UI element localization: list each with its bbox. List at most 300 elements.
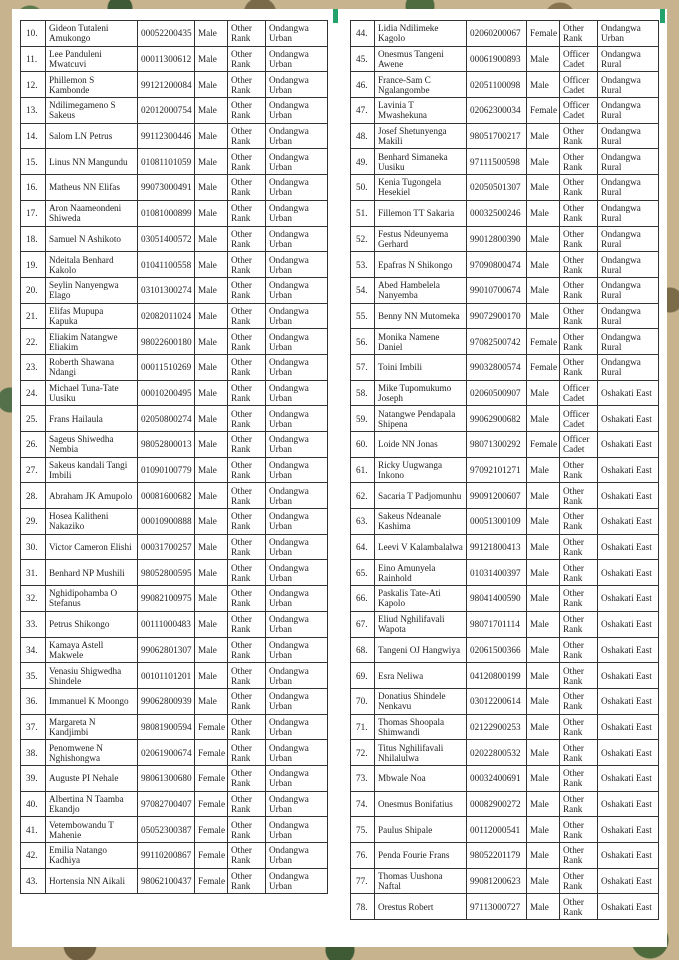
id-number-cell: 00032500246 <box>467 200 527 226</box>
constituency-cell: Ondangwa Rural <box>598 226 659 252</box>
rank-cell: Other Rank <box>560 791 598 817</box>
rank-cell: Other Rank <box>560 509 598 535</box>
id-number-cell: 03101300274 <box>138 277 195 303</box>
row-number-cell: 78. <box>351 894 375 920</box>
row-number-cell: 74. <box>351 791 375 817</box>
constituency-cell: Ondangwa Urban <box>266 637 328 663</box>
gender-cell: Male <box>195 329 228 355</box>
row-number-cell: 54. <box>351 277 375 303</box>
full-name-cell: Onesmus Bonifatius <box>375 791 467 817</box>
constituency-cell: Oshakati East <box>598 560 659 586</box>
gender-cell: Male <box>527 380 560 406</box>
rank-cell: Other Rank <box>228 277 266 303</box>
rank-cell: Other Rank <box>560 868 598 894</box>
full-name-cell: Mbwale Noa <box>375 765 467 791</box>
gender-cell: Male <box>527 740 560 766</box>
constituency-cell: Ondangwa Rural <box>598 175 659 201</box>
full-name-cell: Onesmus Tangeni Awene <box>375 46 467 72</box>
table-row <box>351 175 659 201</box>
row-number-cell: 24. <box>21 380 46 406</box>
rank-cell: Other Rank <box>228 765 266 791</box>
full-name-cell: Kenia Tugongela Hesekiel <box>375 175 467 201</box>
constituency-cell: Ondangwa Rural <box>598 200 659 226</box>
id-number-cell: 99010700674 <box>467 277 527 303</box>
full-name-cell: Emilia Natango Kadhiya <box>46 843 138 869</box>
id-number-cell: 99082100975 <box>138 586 195 612</box>
constituency-cell: Oshakati East <box>598 688 659 714</box>
full-name-cell: Venasiu Shigwedha Shindele <box>46 663 138 689</box>
rank-cell: Other Rank <box>560 457 598 483</box>
table-row <box>21 457 328 483</box>
full-name-cell: Gideon Tutaleni Amukongo <box>46 21 138 47</box>
row-number-cell: 58. <box>351 380 375 406</box>
recruits-table-left <box>20 20 328 894</box>
table-row <box>21 252 328 278</box>
full-name-cell: Frans Hailaula <box>46 406 138 432</box>
table-row <box>21 380 328 406</box>
rank-cell: Other Rank <box>228 354 266 380</box>
full-name-cell: Petrus Shikongo <box>46 611 138 637</box>
rank-cell: Other Rank <box>560 277 598 303</box>
id-number-cell: 98071300292 <box>467 432 527 458</box>
rank-cell: Other Rank <box>560 637 598 663</box>
constituency-cell: Oshakati East <box>598 457 659 483</box>
rank-cell: Other Rank <box>560 21 598 47</box>
row-number-cell: 77. <box>351 868 375 894</box>
id-number-cell: 98081900594 <box>138 714 195 740</box>
rank-cell: Officer Cadet <box>560 46 598 72</box>
gender-cell: Male <box>195 406 228 432</box>
row-number-cell: 16. <box>21 175 46 201</box>
id-number-cell: 99072900170 <box>467 303 527 329</box>
table-row <box>21 534 328 560</box>
full-name-cell: Loide NN Jonas <box>375 432 467 458</box>
table-row <box>21 21 328 47</box>
gender-cell: Male <box>195 688 228 714</box>
table-row <box>351 868 659 894</box>
table-row <box>21 740 328 766</box>
gender-cell: Male <box>527 688 560 714</box>
row-number-cell: 53. <box>351 252 375 278</box>
constituency-cell: Ondangwa Urban <box>266 200 328 226</box>
row-number-cell: 62. <box>351 483 375 509</box>
constituency-cell: Oshakati East <box>598 509 659 535</box>
full-name-cell: Salom LN Petrus <box>46 123 138 149</box>
id-number-cell: 02122900253 <box>467 714 527 740</box>
rank-cell: Other Rank <box>560 740 598 766</box>
full-name-cell: Michael Tuna-Tate Uusiku <box>46 380 138 406</box>
constituency-cell: Ondangwa Urban <box>266 123 328 149</box>
full-name-cell: Victor Cameron Elishi <box>46 534 138 560</box>
full-name-cell: Nghidipohamba O Stefanus <box>46 586 138 612</box>
id-number-cell: 00101101201 <box>138 663 195 689</box>
table-row <box>351 303 659 329</box>
id-number-cell: 99012800390 <box>467 226 527 252</box>
full-name-cell: Margareta N Kandjimbi <box>46 714 138 740</box>
table-row <box>351 483 659 509</box>
row-number-cell: 57. <box>351 354 375 380</box>
rank-cell: Other Rank <box>560 200 598 226</box>
constituency-cell: Oshakati East <box>598 817 659 843</box>
row-number-cell: 72. <box>351 740 375 766</box>
rank-cell: Other Rank <box>560 303 598 329</box>
row-number-cell: 17. <box>21 200 46 226</box>
id-number-cell: 02051100098 <box>467 72 527 98</box>
rank-cell: Other Rank <box>560 586 598 612</box>
constituency-cell: Ondangwa Rural <box>598 46 659 72</box>
rank-cell: Other Rank <box>560 765 598 791</box>
table-row <box>21 843 328 869</box>
gender-cell: Male <box>527 303 560 329</box>
constituency-cell: Ondangwa Urban <box>266 817 328 843</box>
table-row <box>21 354 328 380</box>
gender-cell: Male <box>527 509 560 535</box>
full-name-cell: Monika Namene Daniel <box>375 329 467 355</box>
full-name-cell: Samuel N Ashikoto <box>46 226 138 252</box>
rank-cell: Other Rank <box>560 611 598 637</box>
constituency-cell: Oshakati East <box>598 714 659 740</box>
table-row <box>21 560 328 586</box>
table-row <box>351 72 659 98</box>
id-number-cell: 00031700257 <box>138 534 195 560</box>
table-row <box>21 149 328 175</box>
gender-cell: Male <box>527 46 560 72</box>
constituency-cell: Ondangwa Urban <box>266 843 328 869</box>
rank-cell: Other Rank <box>560 123 598 149</box>
table-row <box>21 277 328 303</box>
id-number-cell: 03012200614 <box>467 688 527 714</box>
constituency-cell: Ondangwa Urban <box>266 149 328 175</box>
gender-cell: Female <box>195 791 228 817</box>
table-row <box>21 123 328 149</box>
gender-cell: Male <box>195 200 228 226</box>
id-number-cell: 02050501307 <box>467 175 527 201</box>
rank-cell: Other Rank <box>228 46 266 72</box>
table-row <box>21 200 328 226</box>
full-name-cell: Natangwe Pendapala Shipena <box>375 406 467 432</box>
id-number-cell: 00011300612 <box>138 46 195 72</box>
full-name-cell: Sakeus Ndeanale Kashima <box>375 509 467 535</box>
table-row <box>21 765 328 791</box>
gender-cell: Male <box>527 406 560 432</box>
table-row <box>21 483 328 509</box>
rank-cell: Other Rank <box>228 98 266 124</box>
gender-cell: Female <box>527 21 560 47</box>
gender-cell: Female <box>527 432 560 458</box>
gender-cell: Female <box>527 354 560 380</box>
constituency-cell: Ondangwa Urban <box>266 586 328 612</box>
rank-cell: Other Rank <box>228 483 266 509</box>
row-number-cell: 29. <box>21 509 46 535</box>
row-number-cell: 76. <box>351 843 375 869</box>
full-name-cell: Benhard Simaneka Uusiku <box>375 149 467 175</box>
gender-cell: Male <box>195 149 228 175</box>
gender-cell: Male <box>527 843 560 869</box>
id-number-cell: 02061500366 <box>467 637 527 663</box>
gender-cell: Male <box>527 457 560 483</box>
gender-cell: Female <box>527 98 560 124</box>
gender-cell: Male <box>527 663 560 689</box>
gender-cell: Male <box>195 534 228 560</box>
id-number-cell: 00010200495 <box>138 380 195 406</box>
constituency-cell: Ondangwa Urban <box>266 457 328 483</box>
id-number-cell: 01090100779 <box>138 457 195 483</box>
rank-cell: Other Rank <box>560 688 598 714</box>
row-number-cell: 75. <box>351 817 375 843</box>
id-number-cell: 01041100558 <box>138 252 195 278</box>
gender-cell: Male <box>195 175 228 201</box>
id-number-cell: 99091200607 <box>467 483 527 509</box>
rank-cell: Other Rank <box>228 534 266 560</box>
table-row <box>351 123 659 149</box>
rank-cell: Other Rank <box>560 714 598 740</box>
table-row <box>351 457 659 483</box>
constituency-cell: Ondangwa Urban <box>266 483 328 509</box>
rank-cell: Other Rank <box>560 252 598 278</box>
id-number-cell: 02050800274 <box>138 406 195 432</box>
gender-cell: Male <box>527 123 560 149</box>
id-number-cell: 97113000727 <box>467 894 527 920</box>
row-number-cell: 66. <box>351 586 375 612</box>
table-row <box>21 432 328 458</box>
table-row <box>21 329 328 355</box>
constituency-cell: Oshakati East <box>598 740 659 766</box>
gender-cell: Male <box>195 611 228 637</box>
id-number-cell: 98071701114 <box>467 611 527 637</box>
row-number-cell: 63. <box>351 509 375 535</box>
full-name-cell: Festus Ndeunyema Gerhard <box>375 226 467 252</box>
gender-cell: Male <box>195 252 228 278</box>
rank-cell: Other Rank <box>228 226 266 252</box>
rank-cell: Other Rank <box>228 740 266 766</box>
table-row <box>351 637 659 663</box>
table-row <box>351 380 659 406</box>
row-number-cell: 64. <box>351 534 375 560</box>
full-name-cell: Auguste PI Nehale <box>46 765 138 791</box>
id-number-cell: 00032400691 <box>467 765 527 791</box>
full-name-cell: Eliakim Natangwe Eliakim <box>46 329 138 355</box>
full-name-cell: Elifas Mupupa Kapuka <box>46 303 138 329</box>
gender-cell: Male <box>527 791 560 817</box>
id-number-cell: 98062100437 <box>138 868 195 894</box>
constituency-cell: Ondangwa Urban <box>266 98 328 124</box>
rank-cell: Other Rank <box>228 380 266 406</box>
table-row <box>21 611 328 637</box>
full-name-cell: France-Sam C Ngalangombe <box>375 72 467 98</box>
rank-cell: Other Rank <box>228 406 266 432</box>
rank-cell: Other Rank <box>228 252 266 278</box>
full-name-cell: Vetembowandu T Mahenie <box>46 817 138 843</box>
table-row <box>21 663 328 689</box>
full-name-cell: Fillemon TT Sakaria <box>375 200 467 226</box>
id-number-cell: 99032800574 <box>467 354 527 380</box>
row-number-cell: 15. <box>21 149 46 175</box>
table-row <box>351 534 659 560</box>
table-row <box>21 406 328 432</box>
gender-cell: Male <box>195 560 228 586</box>
id-number-cell: 97082700407 <box>138 791 195 817</box>
table-row <box>21 637 328 663</box>
rank-cell: Other Rank <box>228 21 266 47</box>
table-row <box>21 98 328 124</box>
id-number-cell: 00082900272 <box>467 791 527 817</box>
id-number-cell: 98051700217 <box>467 123 527 149</box>
table-row <box>21 509 328 535</box>
gender-cell: Female <box>527 329 560 355</box>
rank-cell: Other Rank <box>228 560 266 586</box>
gender-cell: Male <box>195 663 228 689</box>
constituency-cell: Oshakati East <box>598 791 659 817</box>
constituency-cell: Ondangwa Urban <box>266 663 328 689</box>
row-number-cell: 23. <box>21 354 46 380</box>
constituency-cell: Oshakati East <box>598 534 659 560</box>
row-number-cell: 52. <box>351 226 375 252</box>
id-number-cell: 02082011024 <box>138 303 195 329</box>
gender-cell: Male <box>527 637 560 663</box>
id-number-cell: 98052201179 <box>467 843 527 869</box>
id-number-cell: 98052800013 <box>138 432 195 458</box>
row-number-cell: 11. <box>21 46 46 72</box>
full-name-cell: Ndilimegameno S Sakeus <box>46 98 138 124</box>
table-row <box>351 200 659 226</box>
id-number-cell: 03051400572 <box>138 226 195 252</box>
gender-cell: Female <box>195 868 228 894</box>
id-number-cell: 02061900674 <box>138 740 195 766</box>
id-number-cell: 00010900888 <box>138 509 195 535</box>
row-number-cell: 71. <box>351 714 375 740</box>
gender-cell: Male <box>195 46 228 72</box>
full-name-cell: Linus NN Mangundu <box>46 149 138 175</box>
constituency-cell: Oshakati East <box>598 765 659 791</box>
rank-cell: Other Rank <box>228 509 266 535</box>
rank-cell: Other Rank <box>560 560 598 586</box>
constituency-cell: Oshakati East <box>598 637 659 663</box>
full-name-cell: Kamaya Astell Makwele <box>46 637 138 663</box>
rank-cell: Other Rank <box>228 663 266 689</box>
row-number-cell: 67. <box>351 611 375 637</box>
rank-cell: Other Rank <box>228 586 266 612</box>
rank-cell: Other Rank <box>560 175 598 201</box>
table-row <box>351 843 659 869</box>
rank-cell: Other Rank <box>228 843 266 869</box>
constituency-cell: Ondangwa Rural <box>598 98 659 124</box>
rank-cell: Other Rank <box>228 175 266 201</box>
id-number-cell: 99073000491 <box>138 175 195 201</box>
constituency-cell: Ondangwa Urban <box>266 560 328 586</box>
constituency-cell: Oshakati East <box>598 380 659 406</box>
row-number-cell: 22. <box>21 329 46 355</box>
id-number-cell: 00011510269 <box>138 354 195 380</box>
full-name-cell: Orestus Robert <box>375 894 467 920</box>
table-row <box>21 817 328 843</box>
id-number-cell: 00052200435 <box>138 21 195 47</box>
constituency-cell: Ondangwa Urban <box>266 175 328 201</box>
id-number-cell: 00112000541 <box>467 817 527 843</box>
id-number-cell: 01031400397 <box>467 560 527 586</box>
table-row <box>21 868 328 894</box>
full-name-cell: Sacaria T Padjomunhu <box>375 483 467 509</box>
constituency-cell: Oshakati East <box>598 843 659 869</box>
row-number-cell: 73. <box>351 765 375 791</box>
full-name-cell: Esra Neliwa <box>375 663 467 689</box>
row-number-cell: 28. <box>21 483 46 509</box>
row-number-cell: 40. <box>21 791 46 817</box>
table-row <box>351 740 659 766</box>
gender-cell: Male <box>195 637 228 663</box>
rank-cell: Other Rank <box>560 226 598 252</box>
full-name-cell: Lavinia T Mwashekuna <box>375 98 467 124</box>
gender-cell: Male <box>527 714 560 740</box>
gender-cell: Male <box>195 483 228 509</box>
rank-cell: Other Rank <box>560 843 598 869</box>
table-row <box>351 894 659 920</box>
constituency-cell: Oshakati East <box>598 483 659 509</box>
id-number-cell: 99110200867 <box>138 843 195 869</box>
gender-cell: Male <box>195 277 228 303</box>
constituency-cell: Ondangwa Urban <box>266 868 328 894</box>
constituency-cell: Ondangwa Rural <box>598 303 659 329</box>
table-row <box>21 714 328 740</box>
full-name-cell: Aron Naameondeni Shiweda <box>46 200 138 226</box>
row-number-cell: 59. <box>351 406 375 432</box>
id-number-cell: 98052800595 <box>138 560 195 586</box>
full-name-cell: Benny NN Mutomeka <box>375 303 467 329</box>
gender-cell: Male <box>527 611 560 637</box>
constituency-cell: Ondangwa Urban <box>266 329 328 355</box>
constituency-cell: Oshakati East <box>598 894 659 920</box>
constituency-cell: Ondangwa Urban <box>266 714 328 740</box>
rank-cell: Officer Cadet <box>560 72 598 98</box>
row-number-cell: 34. <box>21 637 46 663</box>
rank-cell: Other Rank <box>560 483 598 509</box>
gender-cell: Male <box>527 894 560 920</box>
gender-cell: Female <box>195 740 228 766</box>
rank-cell: Officer Cadet <box>560 380 598 406</box>
constituency-cell: Ondangwa Urban <box>266 277 328 303</box>
table-row <box>21 303 328 329</box>
constituency-cell: Oshakati East <box>598 611 659 637</box>
gender-cell: Male <box>527 560 560 586</box>
id-number-cell: 97111500598 <box>467 149 527 175</box>
constituency-cell: Ondangwa Urban <box>266 534 328 560</box>
full-name-cell: Donatius Shindele Nenkavu <box>375 688 467 714</box>
rank-cell: Other Rank <box>560 329 598 355</box>
constituency-cell: Ondangwa Urban <box>266 252 328 278</box>
full-name-cell: Ndeitala Benhard Kakolo <box>46 252 138 278</box>
full-name-cell: Phillemon S Kambonde <box>46 72 138 98</box>
id-number-cell: 98041400590 <box>467 586 527 612</box>
table-row <box>351 98 659 124</box>
full-name-cell: Lee Panduleni Mwatcuvi <box>46 46 138 72</box>
rank-cell: Other Rank <box>228 688 266 714</box>
table-row <box>351 21 659 47</box>
gender-cell: Male <box>195 380 228 406</box>
row-number-cell: 37. <box>21 714 46 740</box>
gender-cell: Male <box>527 483 560 509</box>
constituency-cell: Ondangwa Rural <box>598 72 659 98</box>
rank-cell: Other Rank <box>228 303 266 329</box>
full-name-cell: Thomas Uushona Naftal <box>375 868 467 894</box>
row-number-cell: 51. <box>351 200 375 226</box>
id-number-cell: 98061300680 <box>138 765 195 791</box>
row-number-cell: 33. <box>21 611 46 637</box>
gender-cell: Female <box>195 817 228 843</box>
id-number-cell: 01081101059 <box>138 149 195 175</box>
constituency-cell: Oshakati East <box>598 663 659 689</box>
gender-cell: Male <box>527 534 560 560</box>
constituency-cell: Ondangwa Urban <box>266 740 328 766</box>
full-name-cell: Eino Amunyela Rainhold <box>375 560 467 586</box>
